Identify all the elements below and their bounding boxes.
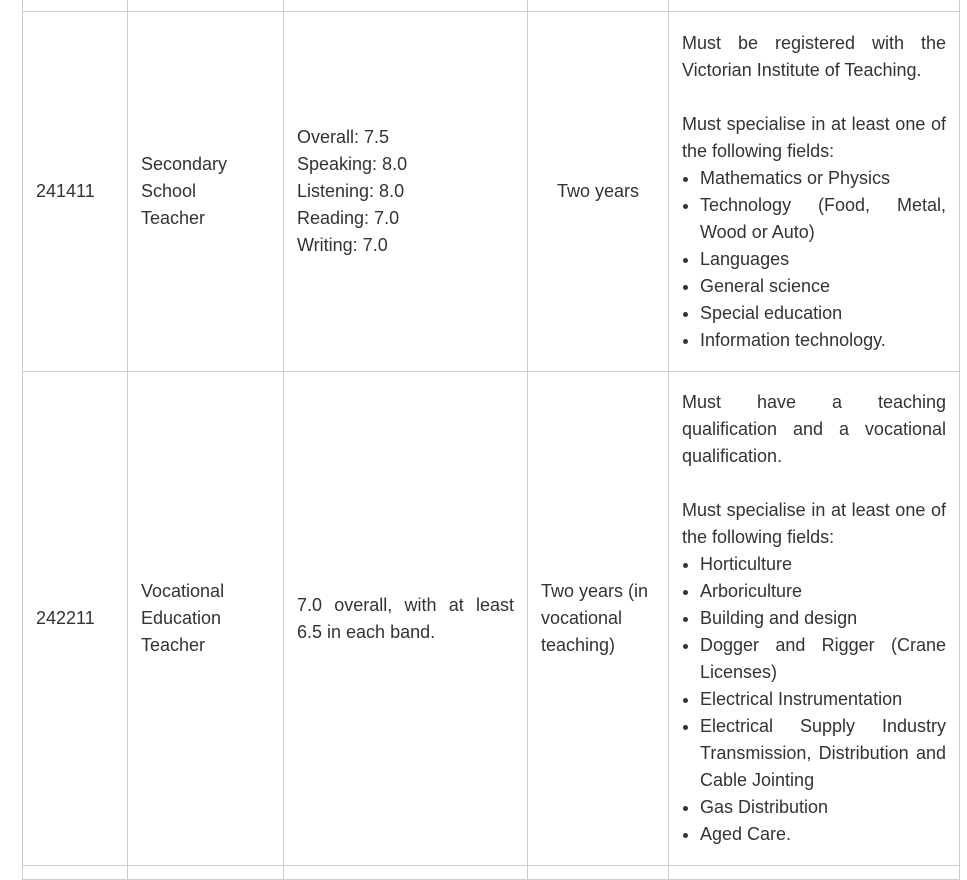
table-row-next	[23, 866, 960, 880]
list-item: • Mathematics or Physics	[700, 165, 946, 192]
table-row	[23, 12, 960, 372]
experience-requirement: Two years	[528, 12, 669, 372]
list-item: • Information technology.	[700, 327, 946, 354]
other-requirements	[669, 372, 960, 866]
experience-requirement: Two years (in vocational teaching)	[528, 372, 669, 866]
requirement-intro: Must have a teaching qualification and a vocational qualification.	[682, 392, 946, 466]
table-row	[23, 372, 960, 866]
occupation-code: 242211	[23, 372, 128, 866]
list-item: • Horticulture	[700, 551, 946, 578]
list-item: • Electrical Instrumentation	[700, 686, 946, 713]
list-item: • Dogger and Rigger (Crane Licenses)	[700, 632, 946, 686]
list-item: • Technology (Food, Metal, Wood or Auto)	[700, 192, 946, 246]
occupation-code: 241411	[23, 12, 128, 372]
list-item: • General science	[700, 273, 946, 300]
list-item: • Electrical Supply Industry Transmission, Distribution and Cable Jointing	[700, 713, 946, 794]
list-item: • Arboriculture	[700, 578, 946, 605]
list-item: • Languages	[700, 246, 946, 273]
list-item: • Gas Distribution	[700, 794, 946, 821]
requirement-lead: Must specialise in at least one of the following fields:	[682, 113, 946, 161]
fields-list	[682, 165, 946, 354]
occupation-title: Vocational Education Teacher	[128, 372, 284, 866]
english-requirement: 7.0 overall, with at least 6.5 in each band.	[284, 372, 528, 866]
occupation-title: Secondary School Teacher	[128, 12, 284, 372]
list-item: • Building and design	[700, 605, 946, 632]
list-item: • Aged Care.	[700, 821, 946, 848]
list-item: • Special education	[700, 300, 946, 327]
table-row-previous	[23, 0, 960, 12]
requirement-intro: Must be registered with the Victorian Institute of Teaching.	[682, 32, 946, 80]
english-requirement: Overall: 7.5 Speaking: 8.0 Listening: 8.0 Reading: 7.0 Writing: 7.0	[284, 12, 528, 372]
occupation-table	[22, 0, 960, 880]
other-requirements	[669, 12, 960, 372]
fields-list	[682, 551, 946, 848]
requirement-lead: Must specialise in at least one of the following fields:	[682, 500, 946, 547]
